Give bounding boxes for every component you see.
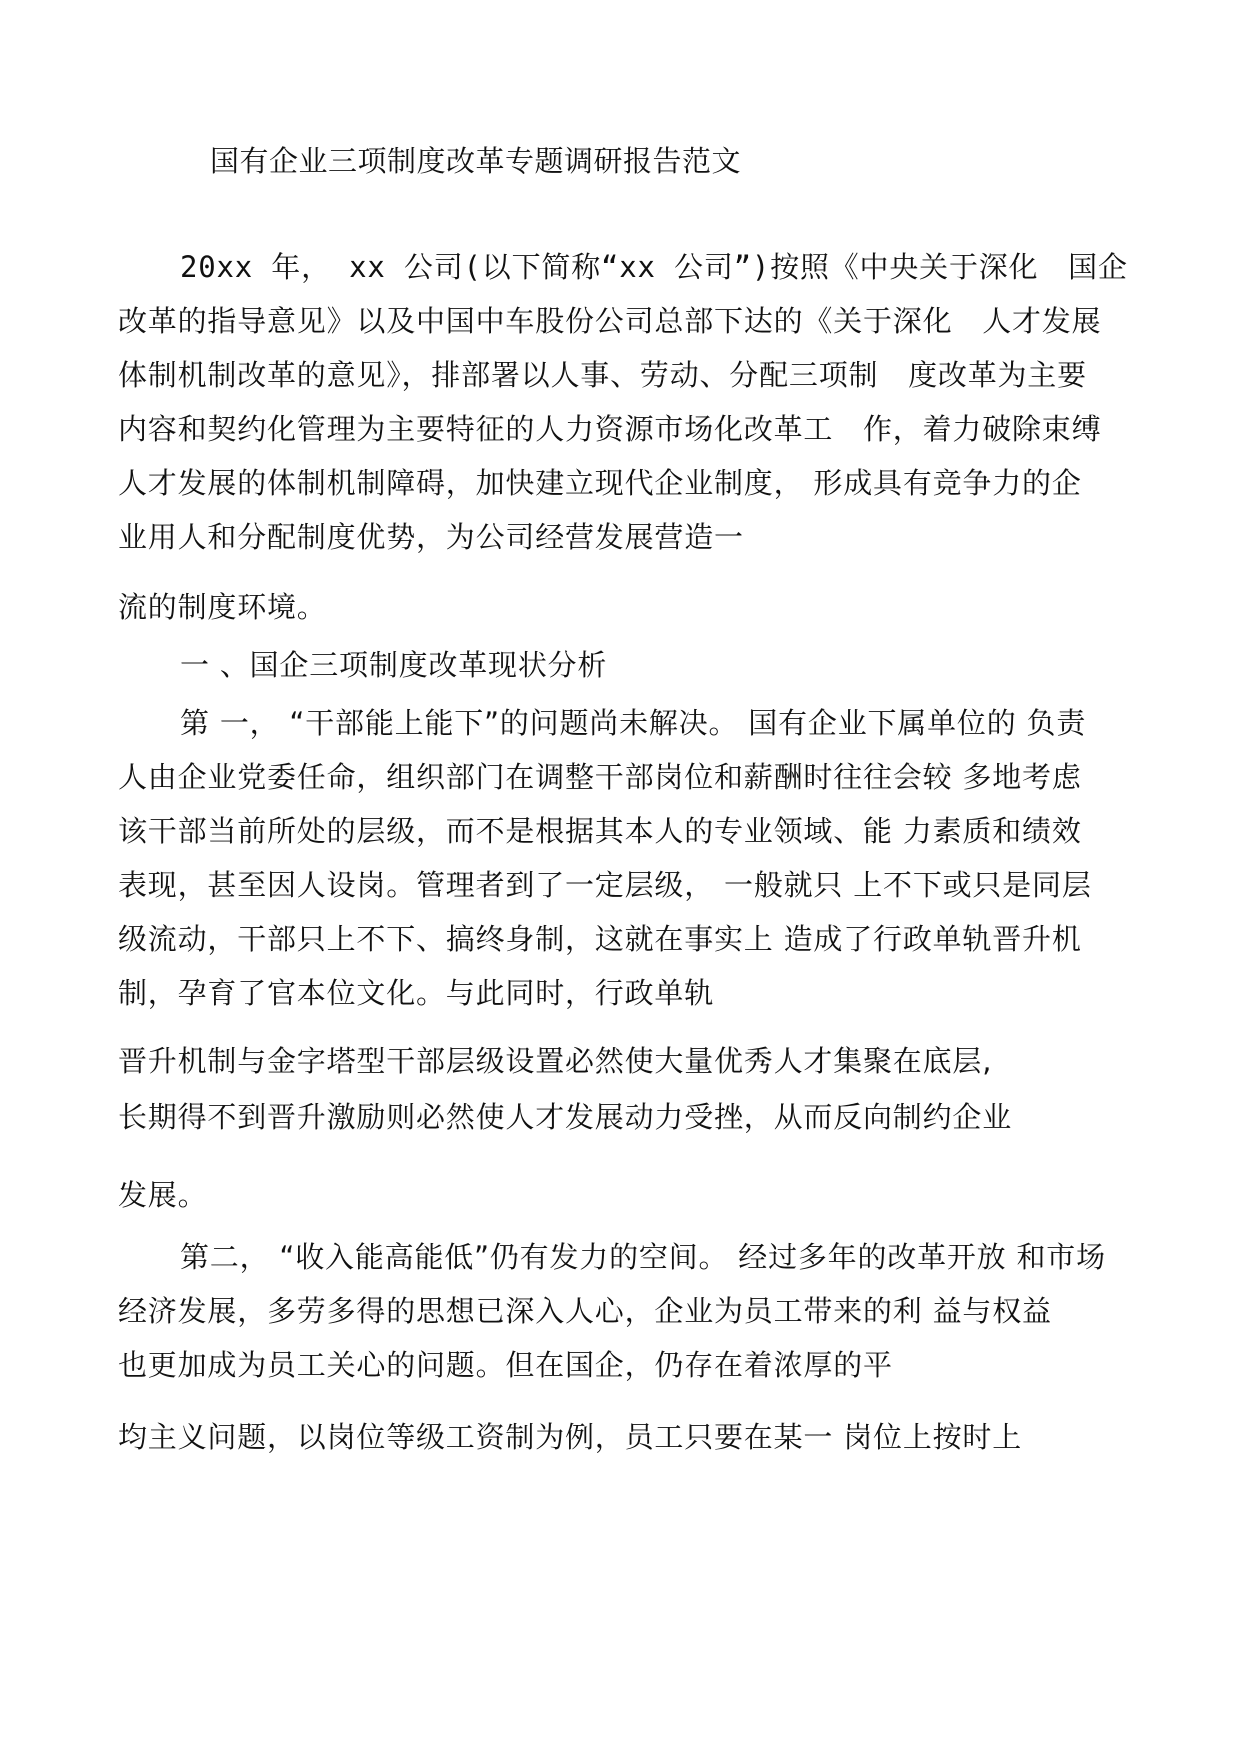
paragraph-line: 级流动，干部只上不下、搞终身制，这就在事实上 造成了行政单轨晋升机 <box>118 922 1082 956</box>
paragraph-line: 20xx 年， xx 公司(以下简称“xx 公司”)按照《中央关于深化 国企 <box>180 250 1128 284</box>
paragraph-line: 人才发展的体制机制障碍，加快建立现代企业制度， 形成具有竞争力的企 <box>118 466 1082 500</box>
paragraph-line: 第 一， “干部能上能下”的问题尚未解决。 国有企业下属单位的 负责 <box>180 706 1087 740</box>
paragraph-line: 晋升机制与金字塔型干部层级设置必然使大量优秀人才集聚在底层, <box>118 1044 993 1078</box>
document-title: 国有企业三项制度改革专题调研报告范文 <box>210 144 742 178</box>
paragraph-line: 改革的指导意见》以及中国中车股份公司总部下达的《关于深化 人才发展 <box>118 304 1102 338</box>
paragraph-line: 该干部当前所处的层级，而不是根据其本人的专业领域、能 力素质和绩效 <box>118 814 1082 848</box>
paragraph-line: 人由企业党委任命，组织部门在调整干部岗位和薪酬时往往会较 多地考虑 <box>118 760 1082 794</box>
paragraph-line: 体制机制改革的意见》，排部署以人事、劳动、分配三项制 度改革为主要 <box>118 358 1087 392</box>
paragraph-line: 表现，甚至因人设岗。管理者到了一定层级， 一般就只 上不下或只是同层 <box>118 868 1092 902</box>
paragraph-line: 均主义问题，以岗位等级工资制为例，员工只要在某一 岗位上按时上 <box>118 1420 1023 1454</box>
paragraph-line: 长期得不到晋升激励则必然使人才发展动力受挫，从而反向制约企业 <box>118 1100 1013 1134</box>
paragraph-line: 发展。 <box>118 1178 208 1212</box>
paragraph-line: 制，孕育了官本位文化。与此同时，行政单轨 <box>118 976 715 1010</box>
section-heading: 一 、国企三项制度改革现状分析 <box>180 648 608 682</box>
paragraph-line: 第二， “收入能高能低”仍有发力的空间。 经过多年的改革开放 和市场 <box>180 1240 1106 1274</box>
paragraph-line: 经济发展，多劳多得的思想已深入人心，企业为员工带来的利 益与权益 <box>118 1294 1052 1328</box>
paragraph-line: 也更加成为员工关心的问题。但在国企，仍存在着浓厚的平 <box>118 1348 893 1382</box>
paragraph-line: 内容和契约化管理为主要特征的人力资源市场化改革工 作，着力破除束缚 <box>118 412 1102 446</box>
paragraph-line: 业用人和分配制度优势，为公司经营发展营造一 <box>118 520 744 554</box>
paragraph-line: 流的制度环境。 <box>118 590 327 624</box>
